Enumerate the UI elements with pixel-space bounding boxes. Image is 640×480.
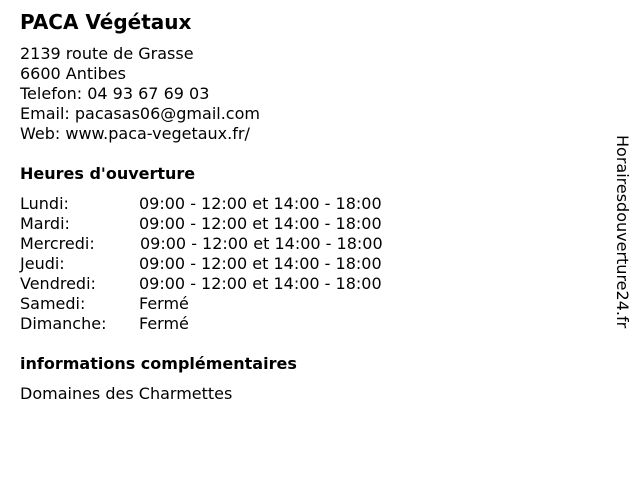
address-street: 2139 route de Grasse <box>20 44 194 63</box>
day-hours: 09:00 - 12:00 et 14:00 - 18:00 <box>139 214 382 233</box>
day-label: Mercredi: <box>20 234 95 253</box>
day-label: Dimanche: <box>20 314 107 333</box>
day-hours: 09:00 - 12:00 et 14:00 - 18:00 <box>139 194 382 213</box>
day-hours: Fermé <box>139 314 189 333</box>
day-label: Jeudi: <box>20 254 65 273</box>
day-hours: 09:00 - 12:00 et 14:00 - 18:00 <box>139 274 382 293</box>
contact-block <box>20 44 260 144</box>
business-name: PACA Végétaux <box>20 10 192 34</box>
day-label: Lundi: <box>20 194 69 213</box>
day-label: Samedi: <box>20 294 86 313</box>
email-address[interactable]: Email: pacasas06@gmail.com <box>20 104 260 123</box>
day-label: Mardi: <box>20 214 70 233</box>
day-hours: 09:00 - 12:00 et 14:00 - 18:00 <box>140 234 383 253</box>
website-link[interactable]: Web: www.paca-vegetaux.fr/ <box>20 124 250 143</box>
additional-info-heading: informations complémentaires <box>20 354 297 373</box>
day-hours: Fermé <box>139 294 189 313</box>
additional-info-text: Domaines des Charmettes <box>20 384 233 403</box>
day-label: Vendredi: <box>20 274 96 293</box>
opening-hours-heading: Heures d'ouverture <box>20 164 196 183</box>
phone-number[interactable]: Telefon: 04 93 67 69 03 <box>20 84 210 103</box>
site-watermark <box>612 135 632 345</box>
watermark-text: Horairesdouverture24.fr <box>613 135 632 329</box>
day-hours: 09:00 - 12:00 et 14:00 - 18:00 <box>139 254 382 273</box>
address-city: 6600 Antibes <box>20 64 126 83</box>
